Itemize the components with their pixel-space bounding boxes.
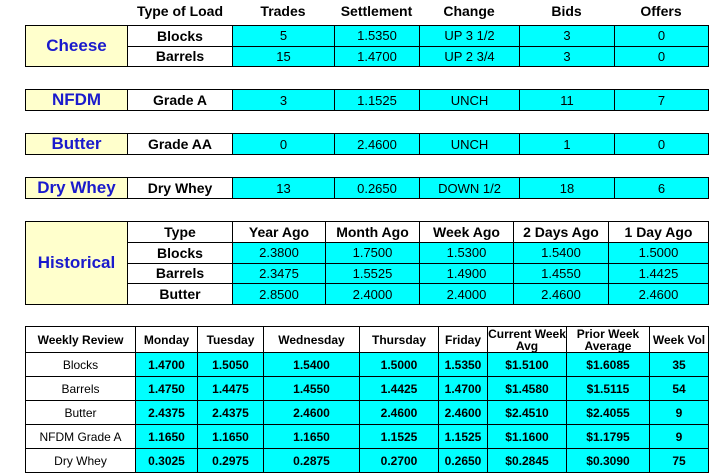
weekly-cell: 1.4700 bbox=[136, 353, 198, 377]
weekly-header-tuesday: Tuesday bbox=[198, 327, 264, 353]
historical-row-label: Butter bbox=[128, 284, 233, 305]
historical-cell: 2.3475 bbox=[233, 263, 326, 284]
historical-header-type: Type bbox=[128, 222, 233, 243]
header-change: Change bbox=[443, 3, 495, 19]
dry-whey-label: Dry Whey bbox=[26, 178, 128, 199]
settlement-cell: 1.5350 bbox=[335, 26, 420, 47]
table-row bbox=[26, 46, 709, 67]
weekly-cell: $0.2845 bbox=[488, 449, 567, 473]
weekly-cell: $1.6085 bbox=[567, 353, 650, 377]
weekly-cell: $1.1795 bbox=[567, 425, 650, 449]
trades-cell: 5 bbox=[233, 26, 335, 47]
historical-cell: 1.4425 bbox=[609, 263, 709, 284]
historical-header-week-ago: Week Ago bbox=[420, 222, 514, 243]
weekly-cell: 1.1650 bbox=[136, 425, 198, 449]
weekly-cell: 1.5350 bbox=[439, 353, 488, 377]
historical-header-1-day-ago: 1 Day Ago bbox=[609, 222, 709, 243]
offers-cell: 7 bbox=[615, 90, 709, 111]
weekly-header-monday: Monday bbox=[136, 327, 198, 353]
table-row bbox=[26, 26, 709, 47]
weekly-header-review: Weekly Review bbox=[26, 327, 136, 353]
settlement-cell: 0.2650 bbox=[335, 178, 420, 199]
table-row bbox=[26, 178, 709, 199]
historical-row-label: Blocks bbox=[128, 242, 233, 263]
weekly-cell: 0.2700 bbox=[360, 449, 439, 473]
table-row bbox=[26, 353, 709, 377]
settlement-cell: 1.4700 bbox=[335, 46, 420, 67]
change-cell: UNCH bbox=[420, 90, 520, 111]
historical-cell: 2.4000 bbox=[420, 284, 514, 305]
weekly-cell: 1.1525 bbox=[439, 425, 488, 449]
offers-cell: 0 bbox=[615, 134, 709, 155]
weekly-cell: $0.3090 bbox=[567, 449, 650, 473]
weekly-cell: $2.4510 bbox=[488, 401, 567, 425]
historical-label: Historical bbox=[26, 222, 128, 305]
weekly-cell: 0.2650 bbox=[439, 449, 488, 473]
weekly-review-table bbox=[25, 326, 709, 473]
historical-cell: 1.5300 bbox=[420, 242, 514, 263]
historical-cell: 1.5400 bbox=[514, 242, 609, 263]
table-row bbox=[26, 449, 709, 473]
settlement-cell: 1.1525 bbox=[335, 90, 420, 111]
weekly-header-week-vol: Week Vol bbox=[650, 327, 709, 353]
weekly-header-wednesday: Wednesday bbox=[264, 327, 360, 353]
table-row bbox=[26, 222, 709, 243]
bids-cell: 3 bbox=[520, 46, 615, 67]
historical-table bbox=[25, 221, 709, 305]
weekly-cell: 1.4750 bbox=[136, 377, 198, 401]
weekly-cell: 2.4375 bbox=[136, 401, 198, 425]
change-cell: DOWN 1/2 bbox=[420, 178, 520, 199]
historical-cell: 2.4000 bbox=[326, 284, 420, 305]
nfdm-table bbox=[25, 89, 709, 111]
weekly-cell: 1.5050 bbox=[198, 353, 264, 377]
weekly-cell: 1.4475 bbox=[198, 377, 264, 401]
table-row bbox=[26, 284, 709, 305]
header-bids: Bids bbox=[551, 3, 582, 19]
weekly-cell: 0.2875 bbox=[264, 449, 360, 473]
weekly-row-label: Barrels bbox=[26, 377, 136, 401]
historical-cell: 1.7500 bbox=[326, 242, 420, 263]
historical-row-label: Barrels bbox=[128, 263, 233, 284]
load-type-cell: Grade AA bbox=[128, 134, 233, 155]
cheese-label: Cheese bbox=[26, 26, 128, 67]
weekly-row-label: Butter bbox=[26, 401, 136, 425]
weekly-cell: 9 bbox=[650, 401, 709, 425]
weekly-cell: 2.4375 bbox=[198, 401, 264, 425]
weekly-cell: 1.1525 bbox=[360, 425, 439, 449]
table-row bbox=[26, 401, 709, 425]
trades-cell: 15 bbox=[233, 46, 335, 67]
weekly-header-current-week-avg: Current Week Avg bbox=[488, 326, 566, 353]
historical-cell: 2.3800 bbox=[233, 242, 326, 263]
weekly-cell: 2.4600 bbox=[264, 401, 360, 425]
weekly-cell: $1.4580 bbox=[488, 377, 567, 401]
weekly-header-prior-week-average: Prior Week Average bbox=[567, 327, 650, 353]
historical-cell: 2.8500 bbox=[233, 284, 326, 305]
weekly-cell: 9 bbox=[650, 425, 709, 449]
table-row bbox=[26, 377, 709, 401]
table-row bbox=[26, 90, 709, 111]
weekly-header-friday: Friday bbox=[439, 327, 488, 353]
weekly-row-label: NFDM Grade A bbox=[26, 425, 136, 449]
table-row bbox=[26, 134, 709, 155]
weekly-cell: 75 bbox=[650, 449, 709, 473]
butter-table bbox=[25, 133, 709, 155]
weekly-cell: 1.5400 bbox=[264, 353, 360, 377]
weekly-row-label: Blocks bbox=[26, 353, 136, 377]
change-cell: UP 3 1/2 bbox=[420, 26, 520, 47]
load-type-cell: Dry Whey bbox=[128, 178, 233, 199]
historical-cell: 1.4550 bbox=[514, 263, 609, 284]
bids-cell: 11 bbox=[520, 90, 615, 111]
historical-cell: 1.4900 bbox=[420, 263, 514, 284]
change-cell: UNCH bbox=[420, 134, 520, 155]
load-type-cell: Blocks bbox=[128, 26, 233, 47]
offers-cell: 6 bbox=[615, 178, 709, 199]
weekly-cell: 2.4600 bbox=[360, 401, 439, 425]
butter-label: Butter bbox=[26, 134, 128, 155]
historical-cell: 1.5525 bbox=[326, 263, 420, 284]
header-trades: Trades bbox=[260, 3, 306, 19]
weekly-cell: 1.1650 bbox=[198, 425, 264, 449]
weekly-cell: $1.5100 bbox=[488, 353, 567, 377]
weekly-cell: 1.1650 bbox=[264, 425, 360, 449]
trades-cell: 13 bbox=[233, 178, 335, 199]
header-settlement: Settlement bbox=[340, 3, 413, 19]
trades-cell: 0 bbox=[233, 134, 335, 155]
load-type-cell: Barrels bbox=[128, 46, 233, 67]
weekly-cell: 1.4550 bbox=[264, 377, 360, 401]
trades-cell: 3 bbox=[233, 90, 335, 111]
historical-header-year-ago: Year Ago bbox=[233, 222, 326, 243]
table-row bbox=[26, 425, 709, 449]
change-cell: UP 2 3/4 bbox=[420, 46, 520, 67]
weekly-cell: 35 bbox=[650, 353, 709, 377]
historical-cell: 2.4600 bbox=[609, 284, 709, 305]
offers-cell: 0 bbox=[615, 46, 709, 67]
historical-header-2-days-ago: 2 Days Ago bbox=[514, 222, 609, 243]
weekly-cell: $2.4055 bbox=[567, 401, 650, 425]
table-row bbox=[26, 242, 709, 263]
load-type-cell: Grade A bbox=[128, 90, 233, 111]
weekly-cell: 1.4425 bbox=[360, 377, 439, 401]
dry-whey-table bbox=[25, 177, 709, 199]
weekly-cell: $1.1600 bbox=[488, 425, 567, 449]
cheese-table bbox=[25, 25, 709, 67]
weekly-cell: 1.5000 bbox=[360, 353, 439, 377]
weekly-row-label: Dry Whey bbox=[26, 449, 136, 473]
offers-cell: 0 bbox=[615, 26, 709, 47]
historical-header-month-ago: Month Ago bbox=[326, 222, 420, 243]
weekly-cell: 0.3025 bbox=[136, 449, 198, 473]
bids-cell: 18 bbox=[520, 178, 615, 199]
header-offers: Offers bbox=[640, 3, 682, 19]
weekly-cell: 1.4700 bbox=[439, 377, 488, 401]
nfdm-label: NFDM bbox=[26, 90, 128, 111]
bids-cell: 3 bbox=[520, 26, 615, 47]
settlement-cell: 2.4600 bbox=[335, 134, 420, 155]
bids-cell: 1 bbox=[520, 134, 615, 155]
weekly-header-thursday: Thursday bbox=[360, 327, 439, 353]
table-row bbox=[26, 263, 709, 284]
weekly-cell: $1.5115 bbox=[567, 377, 650, 401]
table-row bbox=[26, 327, 709, 353]
weekly-cell: 54 bbox=[650, 377, 709, 401]
header-type-of-load: Type of Load bbox=[136, 3, 224, 19]
weekly-cell: 0.2975 bbox=[198, 449, 264, 473]
historical-cell: 2.4600 bbox=[514, 284, 609, 305]
weekly-cell: 2.4600 bbox=[439, 401, 488, 425]
historical-cell: 1.5000 bbox=[609, 242, 709, 263]
